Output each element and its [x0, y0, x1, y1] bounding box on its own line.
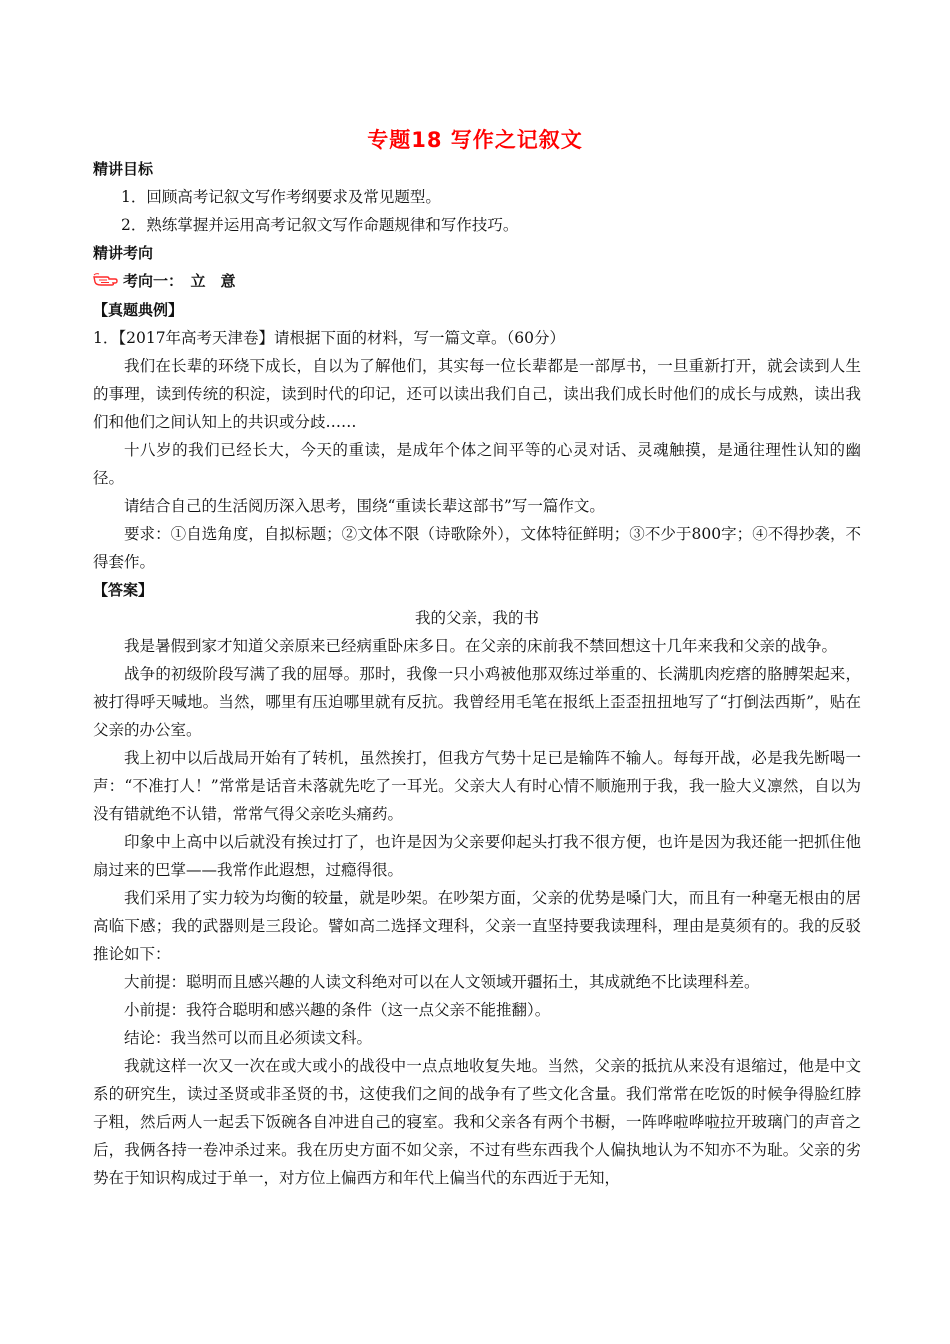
essay-title: 我的父亲，我的书 — [414, 608, 539, 627]
material-paragraph: 要求：①自选角度，自拟标题；②文体不限（诗歌除外），文体特征鲜明；③不少于800字；④不得抄袭，不得套作。 — [93, 524, 861, 571]
essay-paragraph: 大前提：聪明而且感兴趣的人读文科绝对可以在人文领域开疆拓土，其成就绝不比读理科差。 — [124, 972, 760, 991]
essay-paragraph: 我上初中以后战局开始有了转机，虽然挨打，但我方气势十足已是输阵不输人。每每开战，必是我先断喝一声：“不准打人！”常常是话音未落就先吃了一耳光。父亲大人有时心情不顺施刑于我，我一脸大义凛然，自以为没有错就绝不认错，常常气得父亲吃头痛药。 — [93, 748, 861, 823]
real-examples-heading: 【真题典例】 — [93, 300, 184, 319]
essay-paragraph: 小前提：我符合聪明和感兴趣的条件（这一点父亲不能推翻）。 — [124, 1000, 551, 1019]
direction-one-row — [93, 267, 861, 296]
essay-paragraph: 我就这样一次又一次在或大或小的战役中一点点地收复失地。当然，父亲的抵抗从来没有退缩过，他是中文系的研究生，读过圣贤或非圣贤的书，这使我们之间的战争有了些文化含量。我们常常在吃饭的时候争得脸红脖子粗，然后两人一起丢下饭碗各自冲进自己的寝室。我和父亲各有两个书橱，一阵哗啦哗啦拉开玻璃门的声音之后，我俩各持一卷冲杀过来。我在历史方面不如父亲，不过有些东西我个人偏执地认为不知亦不为耻。父亲的劣势在于知识构成过于单一，对方位上偏西方和年代上偏当代的东西近于无知， — [93, 1056, 861, 1187]
essay-paragraph: 印象中上高中以后就没有挨过打了，也许是因为父亲要仰起头打我不很方便，也许是因为我还能一把抓住他扇过来的巴掌——我常作此遐想，过瘾得很。 — [93, 832, 861, 879]
goals-section — [93, 155, 861, 1192]
essay-paragraph: 战争的初级阶段写满了我的屈辱。那时，我像一只小鸡被他那双练过举重的、长满肌肉疙瘩的胳膊架起来，被打得呼天喊地。当然，哪里有压迫哪里就有反抗。我曾经用毛笔在报纸上歪歪扭扭地写了“打倒法西斯”，贴在父亲的办公室。 — [93, 664, 861, 739]
material-paragraph: 我们在长辈的环绕下成长，自以为了解他们，其实每一位长辈都是一部厚书，一旦重新打开，就会读到人生的事理，读到传统的积淀，读到时代的印记，还可以读出我们自己，读出我们成长时他们的成长与成熟，读出我们和他们之间认知上的共识或分歧…… — [93, 356, 861, 431]
pointing-hand-icon — [93, 268, 121, 296]
page-title: 专题18 写作之记叙文 — [367, 128, 583, 152]
direction-one-label: 考向一： 立 意 — [123, 272, 236, 290]
essay-paragraph: 我是暑假到家才知道父亲原来已经病重卧床多日。在父亲的床前我不禁回想这十几年来我和父亲的战争。 — [124, 636, 838, 655]
material-paragraph: 请结合自己的生活阅历深入思考，围绕“重读长辈这部书”写一篇作文。 — [124, 496, 605, 515]
goals-heading: 精讲目标 — [93, 160, 154, 178]
question-intro: 1．【2017年高考天津卷】请根据下面的材料，写一篇文章。（60分） — [93, 328, 566, 347]
answer-label: 【答案】 — [93, 580, 154, 599]
direction-heading: 精讲考向 — [93, 244, 154, 262]
essay-paragraph: 结论：我当然可以而且必须读文科。 — [124, 1028, 373, 1047]
material-paragraph: 十八岁的我们已经长大，今天的重读，是成年个体之间平等的心灵对话、灵魂触摸，是通往理性认知的幽径。 — [93, 440, 861, 487]
goal-item: 1．回顾高考记叙文写作考纲要求及常见题型。 — [121, 188, 441, 206]
essay-paragraph: 我们采用了实力较为均衡的较量，就是吵架。在吵架方面，父亲的优势是嗓门大，而且有一种毫无根由的居高临下感；我的武器则是三段论。譬如高二选择文理科，父亲一直坚持要我读理科，理由是莫须有的。我的反驳推论如下： — [93, 888, 861, 963]
goal-item: 2．熟练掌握并运用高考记叙文写作命题规律和写作技巧。 — [121, 216, 519, 234]
